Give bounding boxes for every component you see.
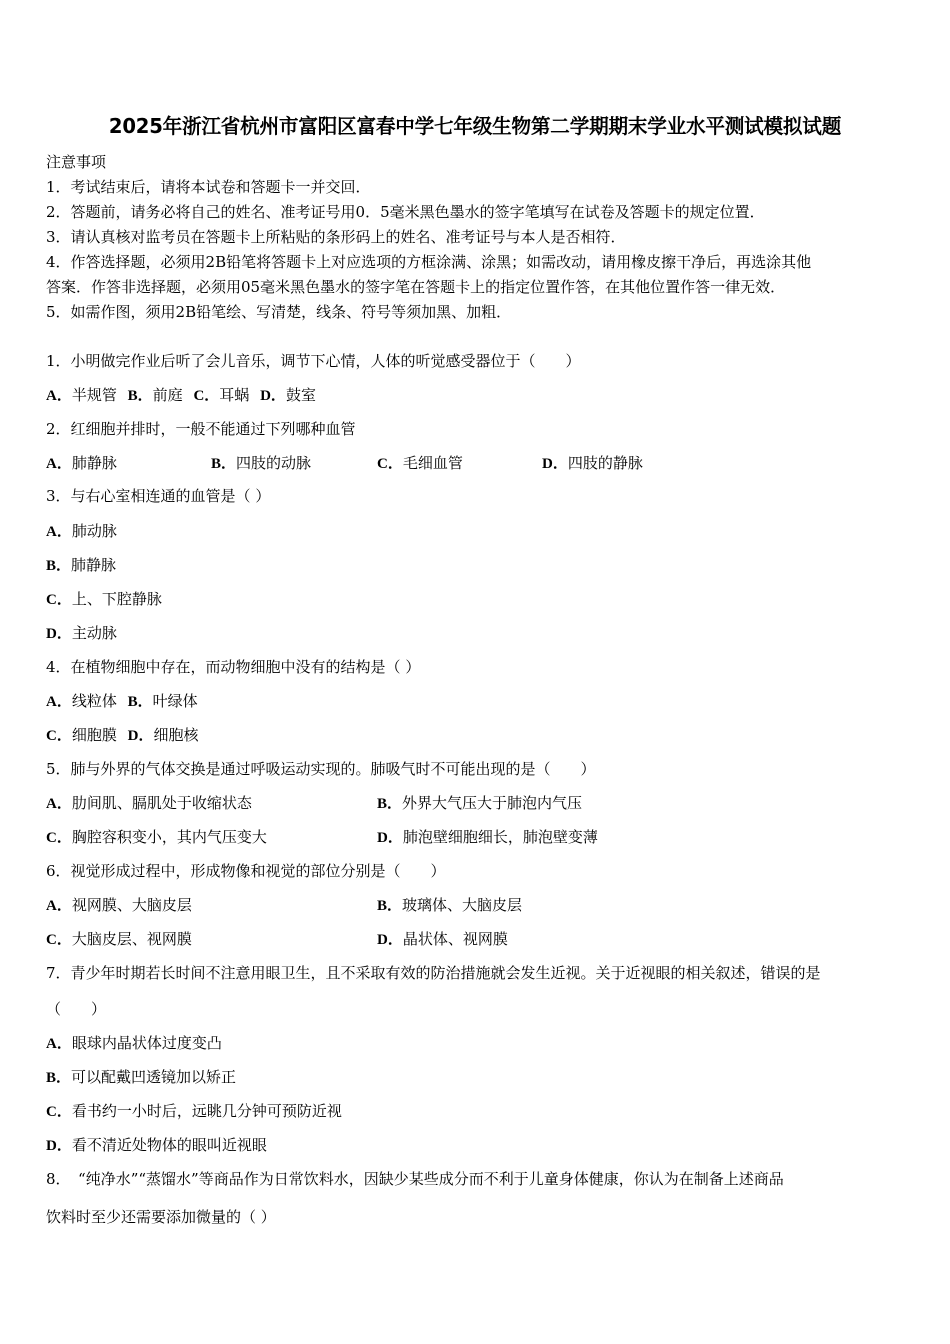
- option-label: C．: [46, 1104, 72, 1120]
- option-row: [46, 895, 906, 915]
- option-row: [46, 453, 906, 473]
- option-label: B．: [377, 898, 403, 914]
- option-row: [46, 793, 906, 813]
- notice-item: 4．作答选择题，必须用2B铅笔将答题卡上对应选项的方框涂满、涂黑；如需改动，请用橡皮擦干净后，再选涂其他: [46, 253, 812, 271]
- page-title: 2025年浙江省杭州市富阳区富春中学七年级生物第二学期期末学业水平测试模拟试题: [108, 114, 842, 138]
- option-text: 肺动脉: [71, 522, 117, 540]
- option-label: D．: [46, 626, 72, 642]
- option-row: [46, 1101, 342, 1122]
- option-text: 主动脉: [71, 624, 117, 642]
- notice-heading: 注意事项: [46, 153, 107, 171]
- option-label: C．: [193, 388, 220, 404]
- option-label: B．: [211, 456, 237, 472]
- option-text: 肺泡壁细胞细长，肺泡壁变薄: [402, 828, 598, 846]
- notice-item: 3．请认真核对监考员在答题卡上所粘贴的条形码上的姓名、准考证号与本人是否相符．: [46, 228, 626, 246]
- option-text: 可以配戴凹透镜加以矫正: [71, 1068, 237, 1086]
- option-text: 大脑皮层、视网膜: [71, 930, 192, 948]
- question-stem: 2．红细胞并排时，一般不能通过下列哪种血管: [46, 420, 356, 438]
- question-stem: 8． “纯净水”“蒸馏水”等商品作为日常饮料水，因缺少某些成分而不利于儿童身体健康，你认为在制备上述商品: [46, 1170, 784, 1188]
- option-text: 鼓室: [285, 386, 316, 404]
- notice-item: 5．如需作图，须用2B铅笔绘、写清楚，线条、符号等须加黑、加粗．: [46, 303, 512, 321]
- option-label: A．: [46, 694, 72, 710]
- option-label: D．: [377, 932, 403, 948]
- option-row: [46, 589, 162, 610]
- option-row: [46, 385, 316, 406]
- option-text: 耳蜗: [219, 386, 250, 404]
- notice-item: 1．考试结束后，请将本试卷和答题卡一并交回．: [46, 178, 371, 196]
- option-label: B．: [127, 694, 153, 710]
- option-row: [46, 929, 906, 949]
- option-label: D．: [127, 728, 154, 744]
- question-stem: 5．肺与外界的气体交换是通过呼吸运动实现的。肺吸气时不可能出现的是（ ）: [46, 760, 596, 778]
- option-text: 玻璃体、大脑皮层: [402, 896, 523, 914]
- option-label: D．: [46, 1138, 72, 1154]
- option-text: 看书约一小时后，远眺几分钟可预防近视: [71, 1102, 342, 1120]
- option-text: 细胞膜: [71, 726, 117, 744]
- notice-item: 2．答题前，请务必将自己的姓名、准考证号用0．5毫米黑色墨水的签字笔填写在试卷及答题卡的规定位置．: [46, 203, 765, 221]
- option-label: A．: [46, 796, 72, 812]
- question-stem: 7．青少年时期若长时间不注意用眼卫生，且不采取有效的防治措施就会发生近视。关于近视眼的相关叙述，错误的是: [46, 964, 821, 982]
- option-text: 肺静脉: [71, 454, 117, 472]
- option-row: [46, 827, 906, 847]
- option-label: A．: [46, 388, 72, 404]
- option-text: 细胞核: [153, 726, 199, 744]
- option-text: 前庭: [152, 386, 183, 404]
- option-label: A．: [46, 456, 72, 472]
- option-label: B．: [46, 558, 72, 574]
- option-label: A．: [46, 524, 72, 540]
- option-label: B．: [377, 796, 403, 812]
- option-text: 上、下腔静脉: [71, 590, 162, 608]
- question-stem: 4．在植物细胞中存在，而动物细胞中没有的结构是（ ）: [46, 658, 421, 676]
- option-text: 毛细血管: [402, 454, 463, 472]
- option-label: D．: [542, 456, 568, 472]
- option-label: C．: [46, 592, 72, 608]
- question-stem: 6．视觉形成过程中，形成物像和视觉的部位分别是（ ）: [46, 862, 446, 880]
- option-text: 四肢的静脉: [567, 454, 643, 472]
- option-row: [46, 1033, 222, 1054]
- option-label: B．: [46, 1070, 72, 1086]
- option-row: [46, 691, 198, 712]
- option-label: C．: [46, 728, 72, 744]
- option-text: 外界大气压大于肺泡内气压: [402, 794, 583, 812]
- option-text: 眼球内晶状体过度变凸: [71, 1034, 222, 1052]
- option-row: [46, 1067, 236, 1088]
- option-text: 看不清近处物体的眼叫近视眼: [71, 1136, 267, 1154]
- option-text: 胸腔容积变小，其内气压变大: [71, 828, 267, 846]
- question-stem-continued: （ ）: [46, 1000, 107, 1018]
- option-label: C．: [377, 456, 403, 472]
- option-label: D．: [260, 388, 286, 404]
- question-stem: 3．与右心室相连通的血管是（ ）: [46, 487, 271, 505]
- option-text: 晶状体、视网膜: [402, 930, 508, 948]
- option-text: 肋间肌、膈肌处于收缩状态: [71, 794, 252, 812]
- option-row: [46, 1135, 267, 1156]
- option-label: C．: [46, 932, 72, 948]
- option-text: 半规管: [71, 386, 117, 404]
- option-text: 肺静脉: [71, 556, 117, 574]
- option-text: 四肢的动脉: [236, 454, 312, 472]
- option-row: [46, 521, 117, 542]
- option-label: C．: [46, 830, 72, 846]
- option-text: 叶绿体: [152, 692, 198, 710]
- option-label: A．: [46, 898, 72, 914]
- option-label: B．: [127, 388, 153, 404]
- question-stem-continued: 饮料时至少还需要添加微量的（ ）: [46, 1208, 276, 1226]
- option-label: D．: [377, 830, 403, 846]
- option-text: 视网膜、大脑皮层: [71, 896, 192, 914]
- option-row: [46, 623, 117, 644]
- option-label: A．: [46, 1036, 72, 1052]
- notice-item: 答案．作答非选择题，必须用05毫米黑色墨水的签字笔在答题卡上的指定位置作答，在其他位置作答一律无效．: [46, 278, 786, 296]
- option-row: [46, 725, 199, 746]
- option-text: 线粒体: [71, 692, 117, 710]
- option-row: [46, 555, 116, 576]
- question-stem: 1．小明做完作业后听了会儿音乐，调节下心情，人体的听觉感受器位于（ ）: [46, 352, 581, 370]
